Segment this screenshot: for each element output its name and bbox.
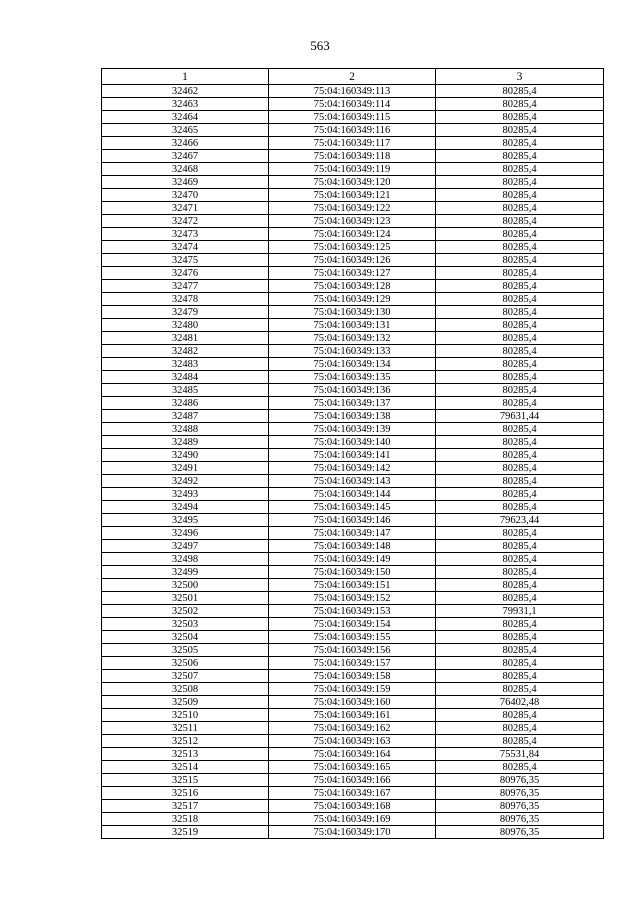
cadastral-number-cell: 75:04:160349:156 xyxy=(269,644,436,657)
value-cell: 80285,4 xyxy=(436,124,604,137)
table-body xyxy=(102,85,604,839)
cadastral-number-cell: 75:04:160349:146 xyxy=(269,514,436,527)
row-number-cell: 32491 xyxy=(102,462,269,475)
cadastral-number-cell: 75:04:160349:115 xyxy=(269,111,436,124)
row-number-cell: 32492 xyxy=(102,475,269,488)
row-number-cell: 32475 xyxy=(102,254,269,267)
cadastral-number-cell: 75:04:160349:125 xyxy=(269,241,436,254)
value-cell: 79931,1 xyxy=(436,605,604,618)
table-row xyxy=(102,85,604,98)
value-cell: 80285,4 xyxy=(436,384,604,397)
value-cell: 80285,4 xyxy=(436,566,604,579)
value-cell: 80285,4 xyxy=(436,644,604,657)
cadastral-number-cell: 75:04:160349:141 xyxy=(269,449,436,462)
cadastral-number-cell: 75:04:160349:154 xyxy=(269,618,436,631)
value-cell: 80285,4 xyxy=(436,163,604,176)
table-row xyxy=(102,488,604,501)
value-cell: 80285,4 xyxy=(436,709,604,722)
row-number-cell: 32489 xyxy=(102,436,269,449)
cadastral-number-cell: 75:04:160349:133 xyxy=(269,345,436,358)
table-row xyxy=(102,345,604,358)
table-row xyxy=(102,384,604,397)
value-cell: 80285,4 xyxy=(436,267,604,280)
cadastral-number-cell: 75:04:160349:147 xyxy=(269,527,436,540)
cadastral-number-cell: 75:04:160349:126 xyxy=(269,254,436,267)
value-cell: 80285,4 xyxy=(436,241,604,254)
row-number-cell: 32515 xyxy=(102,774,269,787)
value-cell: 79623,44 xyxy=(436,514,604,527)
cadastral-number-cell: 75:04:160349:148 xyxy=(269,540,436,553)
cadastral-number-cell: 75:04:160349:162 xyxy=(269,722,436,735)
column-header-3: 3 xyxy=(436,69,604,85)
row-number-cell: 32498 xyxy=(102,553,269,566)
cadastral-number-cell: 75:04:160349:132 xyxy=(269,332,436,345)
cadastral-number-cell: 75:04:160349:120 xyxy=(269,176,436,189)
cadastral-number-cell: 75:04:160349:142 xyxy=(269,462,436,475)
table-row xyxy=(102,332,604,345)
table-row xyxy=(102,423,604,436)
value-cell: 80285,4 xyxy=(436,670,604,683)
cadastral-number-cell: 75:04:160349:169 xyxy=(269,813,436,826)
cadastral-number-cell: 75:04:160349:144 xyxy=(269,488,436,501)
cadastral-number-cell: 75:04:160349:122 xyxy=(269,202,436,215)
table-row xyxy=(102,592,604,605)
value-cell: 80285,4 xyxy=(436,293,604,306)
cadastral-number-cell: 75:04:160349:127 xyxy=(269,267,436,280)
row-number-cell: 32481 xyxy=(102,332,269,345)
table-row xyxy=(102,579,604,592)
value-cell: 80285,4 xyxy=(436,618,604,631)
row-number-cell: 32517 xyxy=(102,800,269,813)
table-row xyxy=(102,631,604,644)
row-number-cell: 32467 xyxy=(102,150,269,163)
value-cell: 80285,4 xyxy=(436,137,604,150)
table-row xyxy=(102,397,604,410)
value-cell: 80285,4 xyxy=(436,85,604,98)
cadastral-number-cell: 75:04:160349:149 xyxy=(269,553,436,566)
cadastral-number-cell: 75:04:160349:160 xyxy=(269,696,436,709)
table-row xyxy=(102,501,604,514)
cadastral-number-cell: 75:04:160349:134 xyxy=(269,358,436,371)
table-row xyxy=(102,215,604,228)
row-number-cell: 32507 xyxy=(102,670,269,683)
row-number-cell: 32474 xyxy=(102,241,269,254)
row-number-cell: 32483 xyxy=(102,358,269,371)
table-row xyxy=(102,761,604,774)
table-row xyxy=(102,657,604,670)
table-row xyxy=(102,813,604,826)
value-cell: 80285,4 xyxy=(436,592,604,605)
table-row xyxy=(102,566,604,579)
value-cell: 80285,4 xyxy=(436,735,604,748)
row-number-cell: 32514 xyxy=(102,761,269,774)
cadastral-number-cell: 75:04:160349:138 xyxy=(269,410,436,423)
row-number-cell: 32513 xyxy=(102,748,269,761)
cadastral-number-cell: 75:04:160349:121 xyxy=(269,189,436,202)
value-cell: 80285,4 xyxy=(436,631,604,644)
table-row xyxy=(102,800,604,813)
value-cell: 80285,4 xyxy=(436,345,604,358)
table-row xyxy=(102,540,604,553)
cadastral-number-cell: 75:04:160349:117 xyxy=(269,137,436,150)
value-cell: 80285,4 xyxy=(436,657,604,670)
row-number-cell: 32466 xyxy=(102,137,269,150)
value-cell: 80285,4 xyxy=(436,501,604,514)
value-cell: 80285,4 xyxy=(436,423,604,436)
table-row xyxy=(102,787,604,800)
value-cell: 80285,4 xyxy=(436,111,604,124)
cadastral-number-cell: 75:04:160349:150 xyxy=(269,566,436,579)
table-row xyxy=(102,150,604,163)
table-row xyxy=(102,98,604,111)
cadastral-number-cell: 75:04:160349:168 xyxy=(269,800,436,813)
table-row xyxy=(102,228,604,241)
table-row xyxy=(102,735,604,748)
cadastral-number-cell: 75:04:160349:165 xyxy=(269,761,436,774)
cadastral-number-cell: 75:04:160349:166 xyxy=(269,774,436,787)
cadastral-number-cell: 75:04:160349:151 xyxy=(269,579,436,592)
cadastral-number-cell: 75:04:160349:123 xyxy=(269,215,436,228)
value-cell: 80285,4 xyxy=(436,358,604,371)
cadastral-number-cell: 75:04:160349:153 xyxy=(269,605,436,618)
row-number-cell: 32480 xyxy=(102,319,269,332)
table-row xyxy=(102,254,604,267)
value-cell: 80285,4 xyxy=(436,761,604,774)
row-number-cell: 32502 xyxy=(102,605,269,618)
cadastral-number-cell: 75:04:160349:155 xyxy=(269,631,436,644)
row-number-cell: 32479 xyxy=(102,306,269,319)
cadastral-number-cell: 75:04:160349:157 xyxy=(269,657,436,670)
value-cell: 80285,4 xyxy=(436,280,604,293)
cadastral-number-cell: 75:04:160349:170 xyxy=(269,826,436,839)
row-number-cell: 32464 xyxy=(102,111,269,124)
value-cell: 80285,4 xyxy=(436,722,604,735)
cadastral-number-cell: 75:04:160349:130 xyxy=(269,306,436,319)
row-number-cell: 32469 xyxy=(102,176,269,189)
value-cell: 80976,35 xyxy=(436,800,604,813)
row-number-cell: 32506 xyxy=(102,657,269,670)
cadastral-number-cell: 75:04:160349:135 xyxy=(269,371,436,384)
column-header-2: 2 xyxy=(269,69,436,85)
cadastral-number-cell: 75:04:160349:113 xyxy=(269,85,436,98)
row-number-cell: 32503 xyxy=(102,618,269,631)
row-number-cell: 32505 xyxy=(102,644,269,657)
value-cell: 80285,4 xyxy=(436,189,604,202)
value-cell: 80976,35 xyxy=(436,826,604,839)
cadastral-number-cell: 75:04:160349:158 xyxy=(269,670,436,683)
cadastral-number-cell: 75:04:160349:114 xyxy=(269,98,436,111)
row-number-cell: 32497 xyxy=(102,540,269,553)
cadastral-number-cell: 75:04:160349:152 xyxy=(269,592,436,605)
cadastral-number-cell: 75:04:160349:137 xyxy=(269,397,436,410)
value-cell: 80285,4 xyxy=(436,176,604,189)
value-cell: 80285,4 xyxy=(436,475,604,488)
table-row xyxy=(102,774,604,787)
cadastral-table xyxy=(101,68,604,839)
row-number-cell: 32488 xyxy=(102,423,269,436)
table-row xyxy=(102,358,604,371)
table-row xyxy=(102,306,604,319)
row-number-cell: 32495 xyxy=(102,514,269,527)
row-number-cell: 32484 xyxy=(102,371,269,384)
value-cell: 80285,4 xyxy=(436,98,604,111)
row-number-cell: 32512 xyxy=(102,735,269,748)
table-row xyxy=(102,683,604,696)
cadastral-number-cell: 75:04:160349:119 xyxy=(269,163,436,176)
row-number-cell: 32487 xyxy=(102,410,269,423)
table-row xyxy=(102,462,604,475)
cadastral-number-cell: 75:04:160349:116 xyxy=(269,124,436,137)
value-cell: 79631,44 xyxy=(436,410,604,423)
row-number-cell: 32463 xyxy=(102,98,269,111)
table-row xyxy=(102,280,604,293)
table-row xyxy=(102,605,604,618)
value-cell: 80285,4 xyxy=(436,449,604,462)
table-row xyxy=(102,293,604,306)
table-row xyxy=(102,189,604,202)
row-number-cell: 32471 xyxy=(102,202,269,215)
page-number: 563 xyxy=(310,38,330,53)
value-cell: 75531,84 xyxy=(436,748,604,761)
value-cell: 80285,4 xyxy=(436,254,604,267)
value-cell: 80285,4 xyxy=(436,215,604,228)
value-cell: 80976,35 xyxy=(436,774,604,787)
table-row xyxy=(102,202,604,215)
table-row xyxy=(102,124,604,137)
value-cell: 80285,4 xyxy=(436,436,604,449)
table-row xyxy=(102,618,604,631)
cadastral-number-cell: 75:04:160349:129 xyxy=(269,293,436,306)
cadastral-number-cell: 75:04:160349:131 xyxy=(269,319,436,332)
row-number-cell: 32509 xyxy=(102,696,269,709)
row-number-cell: 32500 xyxy=(102,579,269,592)
value-cell: 80285,4 xyxy=(436,553,604,566)
value-cell: 80285,4 xyxy=(436,488,604,501)
row-number-cell: 32501 xyxy=(102,592,269,605)
row-number-cell: 32465 xyxy=(102,124,269,137)
row-number-cell: 32486 xyxy=(102,397,269,410)
table-row xyxy=(102,371,604,384)
table-row xyxy=(102,410,604,423)
row-number-cell: 32496 xyxy=(102,527,269,540)
row-number-cell: 32482 xyxy=(102,345,269,358)
cadastral-number-cell: 75:04:160349:161 xyxy=(269,709,436,722)
table-row xyxy=(102,553,604,566)
table-row xyxy=(102,696,604,709)
value-cell: 76402,48 xyxy=(436,696,604,709)
row-number-cell: 32499 xyxy=(102,566,269,579)
cadastral-number-cell: 75:04:160349:163 xyxy=(269,735,436,748)
row-number-cell: 32508 xyxy=(102,683,269,696)
table-row xyxy=(102,748,604,761)
cadastral-number-cell: 75:04:160349:136 xyxy=(269,384,436,397)
row-number-cell: 32470 xyxy=(102,189,269,202)
table-row xyxy=(102,111,604,124)
row-number-cell: 32476 xyxy=(102,267,269,280)
table-row xyxy=(102,137,604,150)
row-number-cell: 32468 xyxy=(102,163,269,176)
cadastral-number-cell: 75:04:160349:118 xyxy=(269,150,436,163)
row-number-cell: 32504 xyxy=(102,631,269,644)
value-cell: 80285,4 xyxy=(436,306,604,319)
table-row xyxy=(102,449,604,462)
cadastral-number-cell: 75:04:160349:164 xyxy=(269,748,436,761)
table-header-row xyxy=(102,69,604,85)
value-cell: 80285,4 xyxy=(436,579,604,592)
row-number-cell: 32516 xyxy=(102,787,269,800)
value-cell: 80285,4 xyxy=(436,150,604,163)
column-header-1: 1 xyxy=(102,69,269,85)
table-row xyxy=(102,644,604,657)
table-row xyxy=(102,241,604,254)
row-number-cell: 32518 xyxy=(102,813,269,826)
row-number-cell: 32519 xyxy=(102,826,269,839)
table-row xyxy=(102,709,604,722)
value-cell: 80285,4 xyxy=(436,683,604,696)
row-number-cell: 32462 xyxy=(102,85,269,98)
table-row xyxy=(102,722,604,735)
row-number-cell: 32494 xyxy=(102,501,269,514)
cadastral-number-cell: 75:04:160349:167 xyxy=(269,787,436,800)
row-number-cell: 32493 xyxy=(102,488,269,501)
value-cell: 80285,4 xyxy=(436,540,604,553)
table-row xyxy=(102,267,604,280)
row-number-cell: 32478 xyxy=(102,293,269,306)
row-number-cell: 32510 xyxy=(102,709,269,722)
table-row xyxy=(102,670,604,683)
row-number-cell: 32485 xyxy=(102,384,269,397)
value-cell: 80285,4 xyxy=(436,527,604,540)
table-row xyxy=(102,176,604,189)
row-number-cell: 32511 xyxy=(102,722,269,735)
value-cell: 80285,4 xyxy=(436,228,604,241)
cadastral-number-cell: 75:04:160349:128 xyxy=(269,280,436,293)
cadastral-number-cell: 75:04:160349:143 xyxy=(269,475,436,488)
table-row xyxy=(102,319,604,332)
value-cell: 80285,4 xyxy=(436,332,604,345)
table-row xyxy=(102,826,604,839)
table-row xyxy=(102,436,604,449)
value-cell: 80285,4 xyxy=(436,371,604,384)
value-cell: 80976,35 xyxy=(436,813,604,826)
cadastral-number-cell: 75:04:160349:159 xyxy=(269,683,436,696)
row-number-cell: 32473 xyxy=(102,228,269,241)
cadastral-number-cell: 75:04:160349:140 xyxy=(269,436,436,449)
value-cell: 80285,4 xyxy=(436,397,604,410)
table-row xyxy=(102,514,604,527)
row-number-cell: 32477 xyxy=(102,280,269,293)
cadastral-number-cell: 75:04:160349:124 xyxy=(269,228,436,241)
value-cell: 80285,4 xyxy=(436,319,604,332)
cadastral-number-cell: 75:04:160349:145 xyxy=(269,501,436,514)
row-number-cell: 32472 xyxy=(102,215,269,228)
value-cell: 80976,35 xyxy=(436,787,604,800)
cadastral-number-cell: 75:04:160349:139 xyxy=(269,423,436,436)
table-row xyxy=(102,475,604,488)
row-number-cell: 32490 xyxy=(102,449,269,462)
table-row xyxy=(102,527,604,540)
value-cell: 80285,4 xyxy=(436,202,604,215)
table-row xyxy=(102,163,604,176)
value-cell: 80285,4 xyxy=(436,462,604,475)
